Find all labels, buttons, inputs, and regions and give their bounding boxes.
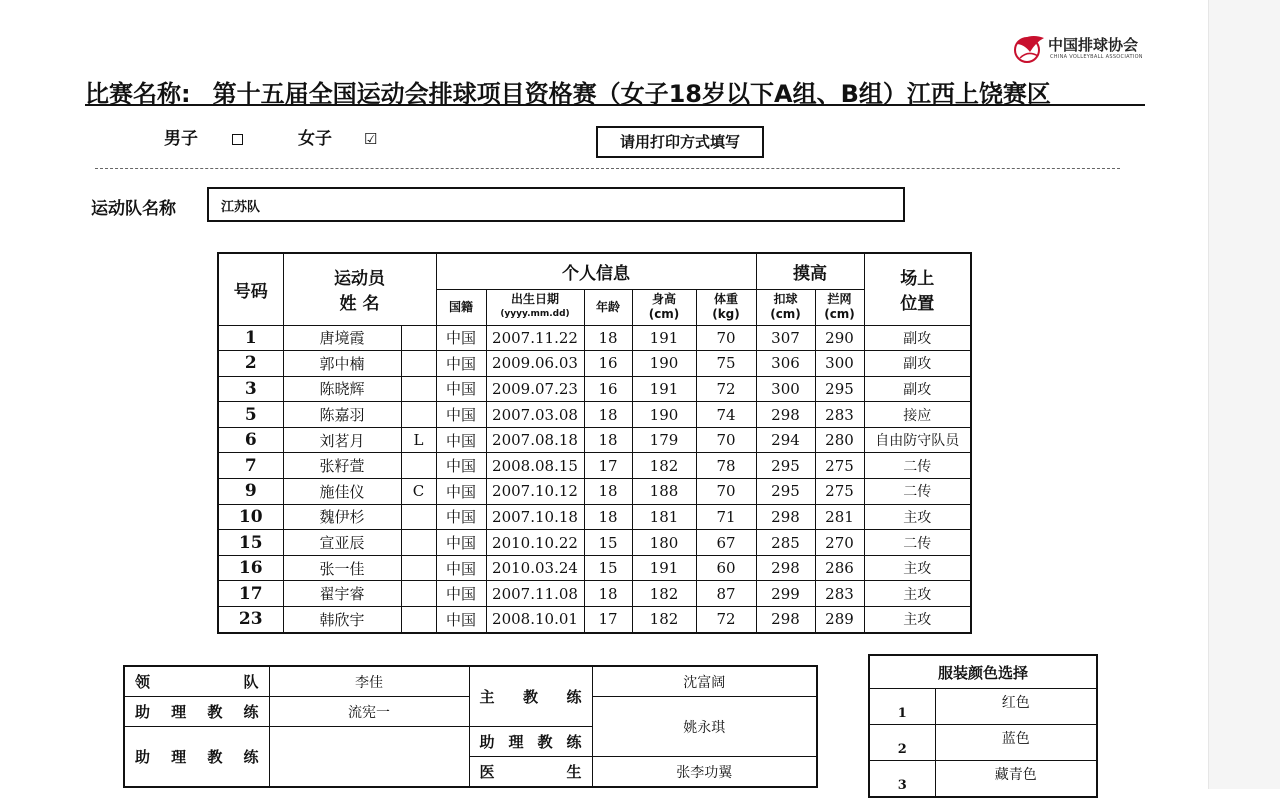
- player-birthdate[interactable]: 2010.10.22: [486, 530, 584, 556]
- leader-label: 领队: [124, 666, 269, 697]
- player-position[interactable]: 二传: [864, 453, 971, 479]
- player-spike-reach[interactable]: 307: [756, 325, 815, 351]
- header-reach: 摸高: [756, 253, 864, 289]
- player-block-reach[interactable]: 283: [815, 402, 864, 428]
- competition-title: [85, 74, 1145, 106]
- player-spike-reach[interactable]: 294: [756, 427, 815, 453]
- player-age[interactable]: 15: [584, 555, 632, 581]
- header-block-line1: 拦网: [827, 292, 852, 306]
- player-spike-reach[interactable]: 298: [756, 607, 815, 633]
- player-height[interactable]: 182: [632, 581, 696, 607]
- player-name[interactable]: 唐境霞: [283, 325, 401, 351]
- head-coach-value[interactable]: 沈富阔: [592, 666, 817, 697]
- volleyball-logo-icon: [1010, 30, 1048, 66]
- table-row: [218, 402, 971, 428]
- header-block: [815, 289, 864, 325]
- player-number[interactable]: 23: [218, 607, 283, 633]
- player-height[interactable]: 191: [632, 376, 696, 402]
- player-name[interactable]: 张籽萱: [283, 453, 401, 479]
- player-weight[interactable]: 72: [696, 607, 756, 633]
- header-block-line2: (cm): [824, 307, 855, 321]
- player-position[interactable]: 主攻: [864, 504, 971, 530]
- player-nationality[interactable]: 中国: [436, 607, 486, 633]
- player-name[interactable]: 翟宇睿: [283, 581, 401, 607]
- uniform-option-num-2: 2: [869, 725, 935, 761]
- player-weight[interactable]: 70: [696, 427, 756, 453]
- player-weight[interactable]: 78: [696, 453, 756, 479]
- player-role[interactable]: [401, 555, 436, 581]
- player-birthdate[interactable]: 2009.07.23: [486, 376, 584, 402]
- header-birth-line2: (yyyy.mm.dd): [500, 309, 570, 319]
- player-age[interactable]: 18: [584, 504, 632, 530]
- player-position[interactable]: 接应: [864, 402, 971, 428]
- player-block-reach[interactable]: 295: [815, 376, 864, 402]
- player-position[interactable]: 副攻: [864, 325, 971, 351]
- player-age[interactable]: 16: [584, 351, 632, 377]
- player-nationality[interactable]: 中国: [436, 351, 486, 377]
- player-number[interactable]: 5: [218, 402, 283, 428]
- asst-coach-label-2: 助理教练: [124, 727, 269, 788]
- player-role[interactable]: [401, 351, 436, 377]
- player-weight[interactable]: 67: [696, 530, 756, 556]
- male-label: 男子: [164, 129, 198, 149]
- header-weight-line2: (kg): [712, 307, 740, 321]
- player-block-reach[interactable]: 283: [815, 581, 864, 607]
- player-name[interactable]: 陈嘉羽: [283, 402, 401, 428]
- female-label: 女子: [298, 129, 332, 149]
- player-role[interactable]: [401, 325, 436, 351]
- player-position[interactable]: 二传: [864, 530, 971, 556]
- player-block-reach[interactable]: 275: [815, 453, 864, 479]
- table-row: [218, 581, 971, 607]
- player-position[interactable]: 副攻: [864, 376, 971, 402]
- header-weight: [696, 289, 756, 325]
- player-number[interactable]: 1: [218, 325, 283, 351]
- player-nationality[interactable]: 中国: [436, 325, 486, 351]
- player-role[interactable]: [401, 376, 436, 402]
- player-block-reach[interactable]: 286: [815, 555, 864, 581]
- female-checkbox[interactable]: ☑: [363, 130, 378, 148]
- player-nationality[interactable]: 中国: [436, 581, 486, 607]
- player-height[interactable]: 190: [632, 402, 696, 428]
- competition-name: 第十五届全国运动会排球项目资格赛（女子18岁以下A组、B组）江西上饶赛区: [212, 80, 1051, 108]
- logo-subtext: CHINA VOLLEYBALL ASSOCIATION: [1050, 54, 1143, 60]
- player-role[interactable]: [401, 530, 436, 556]
- player-number[interactable]: 2: [218, 351, 283, 377]
- player-spike-reach[interactable]: 285: [756, 530, 815, 556]
- player-name[interactable]: 陈晓辉: [283, 376, 401, 402]
- player-name[interactable]: 张一佳: [283, 555, 401, 581]
- logo-text: 中国排球协会: [1048, 36, 1139, 54]
- player-age[interactable]: 18: [584, 581, 632, 607]
- doctor-value[interactable]: 张李功翼: [592, 757, 817, 788]
- team-name-field[interactable]: [207, 187, 905, 222]
- player-number[interactable]: 9: [218, 479, 283, 505]
- player-height[interactable]: 179: [632, 427, 696, 453]
- player-position[interactable]: 主攻: [864, 607, 971, 633]
- table-row: [218, 530, 971, 556]
- player-birthdate[interactable]: 2007.03.08: [486, 402, 584, 428]
- table-row: [218, 325, 971, 351]
- staff-table: [123, 665, 818, 788]
- page-edge: [1208, 0, 1280, 789]
- uniform-option-color-1[interactable]: 红色: [935, 689, 1097, 725]
- player-nationality[interactable]: 中国: [436, 453, 486, 479]
- player-height[interactable]: 191: [632, 325, 696, 351]
- header-birth: [486, 289, 584, 325]
- player-birthdate[interactable]: 2008.08.15: [486, 453, 584, 479]
- player-spike-reach[interactable]: 295: [756, 453, 815, 479]
- uniform-color-table: [868, 654, 1098, 798]
- asst-coach-value-1[interactable]: 流宪一: [269, 697, 469, 727]
- roster-body: [218, 325, 971, 633]
- player-height[interactable]: 191: [632, 555, 696, 581]
- header-athlete-line2: 姓 名: [339, 294, 380, 315]
- player-age[interactable]: 18: [584, 479, 632, 505]
- player-name[interactable]: 韩欣宇: [283, 607, 401, 633]
- player-name[interactable]: 郭中楠: [283, 351, 401, 377]
- team-name-value: 江苏队: [221, 200, 261, 215]
- header-weight-line1: 体重: [713, 292, 738, 306]
- player-spike-reach[interactable]: 298: [756, 504, 815, 530]
- player-weight[interactable]: 75: [696, 351, 756, 377]
- player-number[interactable]: 17: [218, 581, 283, 607]
- player-spike-reach[interactable]: 295: [756, 479, 815, 505]
- player-block-reach[interactable]: 275: [815, 479, 864, 505]
- player-birthdate[interactable]: 2009.06.03: [486, 351, 584, 377]
- player-spike-reach[interactable]: 298: [756, 402, 815, 428]
- player-birthdate[interactable]: 2007.11.08: [486, 581, 584, 607]
- player-name[interactable]: 宣亚辰: [283, 530, 401, 556]
- player-nationality[interactable]: 中国: [436, 402, 486, 428]
- asst-coach-value-2[interactable]: [269, 727, 469, 788]
- player-nationality[interactable]: 中国: [436, 427, 486, 453]
- player-weight[interactable]: 87: [696, 581, 756, 607]
- player-age[interactable]: 18: [584, 325, 632, 351]
- table-row: [218, 555, 971, 581]
- asst-coach-value-3[interactable]: 姚永琪: [592, 697, 817, 757]
- player-height[interactable]: 188: [632, 479, 696, 505]
- player-age[interactable]: 18: [584, 402, 632, 428]
- player-block-reach[interactable]: 289: [815, 607, 864, 633]
- player-number[interactable]: 6: [218, 427, 283, 453]
- header-height: [632, 289, 696, 325]
- player-role[interactable]: [401, 504, 436, 530]
- player-age[interactable]: 17: [584, 453, 632, 479]
- player-height[interactable]: 190: [632, 351, 696, 377]
- player-position[interactable]: 副攻: [864, 351, 971, 377]
- player-name[interactable]: 施佳仪: [283, 479, 401, 505]
- leader-value[interactable]: 李佳: [269, 666, 469, 697]
- player-role[interactable]: [401, 402, 436, 428]
- player-block-reach[interactable]: 281: [815, 504, 864, 530]
- player-name[interactable]: 刘茗月: [283, 427, 401, 453]
- player-spike-reach[interactable]: 306: [756, 351, 815, 377]
- header-athlete: [283, 253, 436, 325]
- header-athlete-line1: 运动员: [334, 269, 385, 290]
- header-position-line2: 位置: [900, 294, 935, 315]
- header-position-line1: 场上: [900, 269, 935, 290]
- player-nationality[interactable]: 中国: [436, 479, 486, 505]
- player-age[interactable]: 16: [584, 376, 632, 402]
- player-birthdate[interactable]: 2007.11.22: [486, 325, 584, 351]
- header-height-line1: 身高: [651, 292, 676, 306]
- uniform-option-num-3: 3: [869, 761, 935, 798]
- table-row: [218, 351, 971, 377]
- head-coach-label: 主教练: [469, 666, 592, 727]
- player-age[interactable]: 15: [584, 530, 632, 556]
- player-weight[interactable]: 72: [696, 376, 756, 402]
- uniform-option-color-2[interactable]: 蓝色: [935, 725, 1097, 761]
- header-spike-line2: (cm): [770, 307, 801, 321]
- header-personal-info: 个人信息: [436, 253, 756, 289]
- player-number[interactable]: 7: [218, 453, 283, 479]
- association-logo: [1010, 30, 1150, 70]
- player-age[interactable]: 17: [584, 607, 632, 633]
- player-position[interactable]: 主攻: [864, 555, 971, 581]
- player-weight[interactable]: 71: [696, 504, 756, 530]
- header-position: [864, 253, 971, 325]
- player-nationality[interactable]: 中国: [436, 376, 486, 402]
- header-nationality: 国籍: [436, 289, 486, 325]
- player-nationality[interactable]: 中国: [436, 530, 486, 556]
- player-role[interactable]: C: [401, 479, 436, 505]
- uniform-option-color-3[interactable]: 藏青色: [935, 761, 1097, 798]
- player-name[interactable]: 魏伊杉: [283, 504, 401, 530]
- player-role[interactable]: [401, 607, 436, 633]
- player-role[interactable]: [401, 453, 436, 479]
- male-checkbox[interactable]: [232, 134, 243, 145]
- roster-table: [217, 252, 972, 634]
- player-spike-reach[interactable]: 300: [756, 376, 815, 402]
- table-row: [218, 607, 971, 633]
- player-number[interactable]: 15: [218, 530, 283, 556]
- table-row: [218, 479, 971, 505]
- table-row: [218, 453, 971, 479]
- player-position[interactable]: 自由防守队员: [864, 427, 971, 453]
- header-spike-line1: 扣球: [773, 292, 798, 306]
- header-height-line2: (cm): [648, 307, 680, 321]
- player-height[interactable]: 181: [632, 504, 696, 530]
- player-age[interactable]: 18: [584, 427, 632, 453]
- player-birthdate[interactable]: 2007.08.18: [486, 427, 584, 453]
- header-age: 年龄: [584, 289, 632, 325]
- player-height[interactable]: 180: [632, 530, 696, 556]
- player-nationality[interactable]: 中国: [436, 504, 486, 530]
- player-position[interactable]: 二传: [864, 479, 971, 505]
- player-spike-reach[interactable]: 298: [756, 555, 815, 581]
- player-role[interactable]: [401, 581, 436, 607]
- player-birthdate[interactable]: 2007.10.18: [486, 504, 584, 530]
- player-birthdate[interactable]: 2008.10.01: [486, 607, 584, 633]
- player-block-reach[interactable]: 290: [815, 325, 864, 351]
- player-role[interactable]: L: [401, 427, 436, 453]
- uniform-header: 服装颜色选择: [869, 655, 1097, 689]
- player-birthdate[interactable]: 2010.03.24: [486, 555, 584, 581]
- player-nationality[interactable]: 中国: [436, 555, 486, 581]
- player-weight[interactable]: 74: [696, 402, 756, 428]
- team-label: 运动队名称: [91, 199, 176, 219]
- player-number[interactable]: 16: [218, 555, 283, 581]
- player-position[interactable]: 主攻: [864, 581, 971, 607]
- player-weight[interactable]: 70: [696, 325, 756, 351]
- doctor-label: 医生: [469, 757, 592, 788]
- table-row: [218, 376, 971, 402]
- print-instruction: 请用打印方式填写: [596, 126, 764, 158]
- header-spike: [756, 289, 815, 325]
- gender-female: [298, 124, 377, 149]
- asst-coach-label-3: 助理教练: [469, 727, 592, 757]
- player-block-reach[interactable]: 300: [815, 351, 864, 377]
- uniform-option-num-1: 1: [869, 689, 935, 725]
- player-birthdate[interactable]: 2007.10.12: [486, 479, 584, 505]
- player-weight[interactable]: 70: [696, 479, 756, 505]
- header-birth-line1: 出生日期: [510, 292, 559, 306]
- header-number: 号码: [218, 253, 283, 325]
- player-number[interactable]: 10: [218, 504, 283, 530]
- table-row: [218, 504, 971, 530]
- player-block-reach[interactable]: 280: [815, 427, 864, 453]
- asst-coach-label-1: 助理教练: [124, 697, 269, 727]
- player-block-reach[interactable]: 270: [815, 530, 864, 556]
- player-height[interactable]: 182: [632, 453, 696, 479]
- table-row: [218, 427, 971, 453]
- player-weight[interactable]: 60: [696, 555, 756, 581]
- player-spike-reach[interactable]: 299: [756, 581, 815, 607]
- dotted-divider: [95, 168, 1120, 169]
- gender-male: [164, 124, 243, 149]
- player-height[interactable]: 182: [632, 607, 696, 633]
- competition-label: 比赛名称:: [85, 80, 191, 108]
- player-number[interactable]: 3: [218, 376, 283, 402]
